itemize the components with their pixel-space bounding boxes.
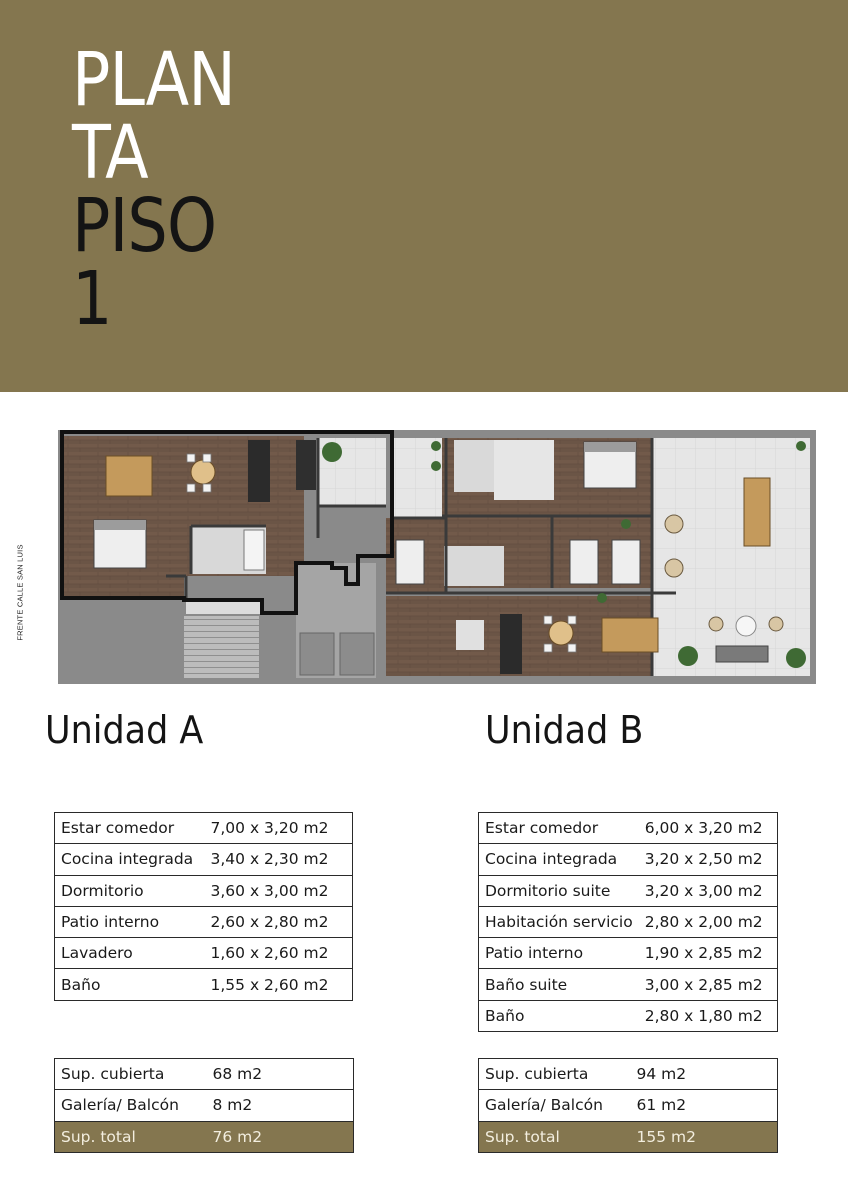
room-name: Dormitorio [55, 875, 205, 906]
title-line-3: PISO [72, 183, 217, 269]
table-row [479, 969, 778, 1000]
unit-b-summary-table [478, 1058, 778, 1153]
unit-a-rooms-table [54, 812, 353, 1001]
page-title [72, 37, 235, 342]
room-size: 3,20 x 3,00 m2 [639, 875, 778, 906]
summary-label: Galería/ Balcón [479, 1090, 631, 1121]
table-row [55, 1059, 354, 1090]
table-row [55, 813, 353, 844]
summary-value: 61 m2 [631, 1090, 778, 1121]
room-size: 3,20 x 2,50 m2 [639, 844, 778, 875]
room-size: 6,00 x 3,20 m2 [639, 813, 778, 844]
table-row [479, 1090, 778, 1121]
table-row [55, 844, 353, 875]
room-size: 1,90 x 2,85 m2 [639, 938, 778, 969]
summary-value: 76 m2 [207, 1121, 354, 1152]
room-name: Dormitorio suite [479, 875, 639, 906]
summary-label: Sup. cubierta [55, 1059, 207, 1090]
table-row [479, 906, 778, 937]
room-size: 3,00 x 2,85 m2 [639, 969, 778, 1000]
street-label [5, 530, 35, 660]
table-row [55, 1090, 354, 1121]
title-line-1: PLAN [72, 37, 235, 123]
table-row [55, 969, 353, 1000]
room-name: Habitación servicio [479, 906, 639, 937]
table-row [479, 1000, 778, 1031]
room-size: 7,00 x 3,20 m2 [205, 813, 353, 844]
street-label-text: FRENTE CALLE SAN LUIS [15, 544, 25, 641]
unit-a-summary-table [54, 1058, 354, 1153]
room-size: 2,80 x 2,00 m2 [639, 906, 778, 937]
room-name: Lavadero [55, 938, 205, 969]
unit-a-title: Unidad A [45, 708, 204, 752]
room-size: 2,80 x 1,80 m2 [639, 1000, 778, 1031]
room-name: Baño suite [479, 969, 639, 1000]
table-row [479, 844, 778, 875]
room-name: Baño [479, 1000, 639, 1031]
summary-label: Sup. cubierta [479, 1059, 631, 1090]
summary-label: Sup. total [55, 1121, 207, 1152]
room-name: Estar comedor [479, 813, 639, 844]
room-size: 1,60 x 2,60 m2 [205, 938, 353, 969]
table-row [55, 875, 353, 906]
room-size: 3,60 x 3,00 m2 [205, 875, 353, 906]
table-row [479, 875, 778, 906]
summary-value: 155 m2 [631, 1121, 778, 1152]
table-row [55, 938, 353, 969]
table-row [55, 906, 353, 937]
header-banner [0, 0, 848, 392]
room-name: Patio interno [479, 938, 639, 969]
summary-value: 68 m2 [207, 1059, 354, 1090]
summary-label: Sup. total [479, 1121, 631, 1152]
summary-label: Galería/ Balcón [55, 1090, 207, 1121]
total-row [55, 1121, 354, 1152]
room-size: 1,55 x 2,60 m2 [205, 969, 353, 1000]
table-row [479, 1059, 778, 1090]
room-size: 2,60 x 2,80 m2 [205, 906, 353, 937]
floor-plan [56, 428, 818, 686]
room-size: 3,40 x 2,30 m2 [205, 844, 353, 875]
summary-value: 8 m2 [207, 1090, 354, 1121]
total-row [479, 1121, 778, 1152]
room-name: Patio interno [55, 906, 205, 937]
room-name: Baño [55, 969, 205, 1000]
summary-value: 94 m2 [631, 1059, 778, 1090]
room-name: Estar comedor [55, 813, 205, 844]
table-row [479, 813, 778, 844]
table-row [479, 938, 778, 969]
floor-plan-render-icon [56, 428, 818, 686]
unit-b-title: Unidad B [485, 708, 644, 752]
title-line-2: TA [72, 110, 148, 196]
room-name: Cocina integrada [479, 844, 639, 875]
room-name: Cocina integrada [55, 844, 205, 875]
unit-b-rooms-table [478, 812, 778, 1032]
title-line-4: 1 [72, 256, 112, 342]
